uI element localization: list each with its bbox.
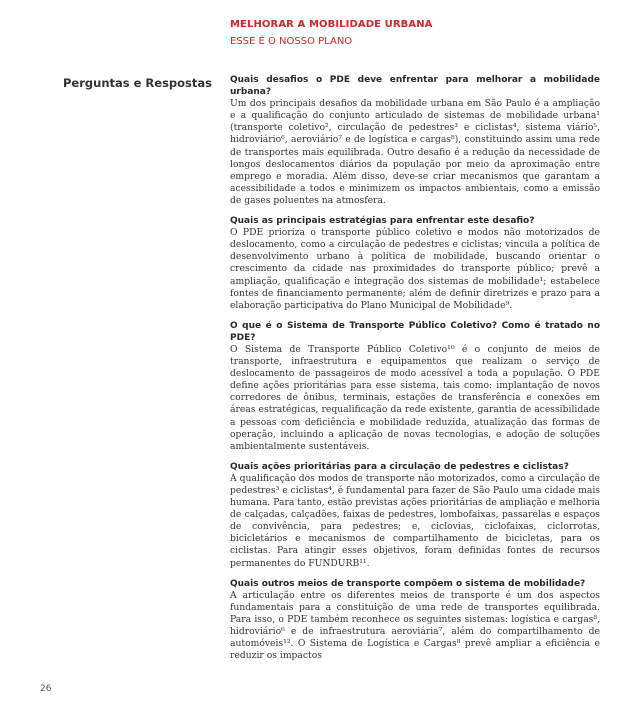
question: Quais desafios o PDE deve enfrentar para melhorar a mobilidade urbana? [230, 75, 600, 98]
answer: O PDE prioriza o transporte público coletivo e modos não motorizados de deslocamento, como a circulação de pedestres e ciclistas; vincula a política de desenvolvimento urbano à política de mobilidade, buscando orientar o crescimento da cidade nas proximidades do transporte público; prevê a ampliação, qualificação e integração dos sistemas de mobilidade¹; estabelece fontes de financiamento permanente; além de definir diretrizes e prazo para a elaboração participativa do Plano Municipal de Mobilidade⁹. [230, 227, 600, 311]
answer: A qualificação dos modos de transporte não motorizados, como a circulação de pedestres³ e ciclistas⁴, é fundamental para fazer de São Paulo uma cidade mais humana. Para tanto, estão previstas ações prioritárias de ampliação e melhoria de calçadas, calçadões, faixas de pedestres, lombofaixas, passarelas e espaços de convivência, para pedestres; e, ciclovias, ciclofaixas, ciclorrotas, bicicletários e mecanismos de compartilhamento de bicicletas, para os ciclistas. Para atingir esses objetivos, foram definidas fontes de recursos permanentes do FUNDURB¹¹. [230, 472, 601, 569]
question: Quais outros meios de transporte compõem o sistema de mobilidade? [230, 578, 586, 589]
qa-item [230, 215, 600, 312]
page-number: 26 [40, 684, 52, 694]
qa-item [230, 578, 600, 663]
section-title: MELHORAR A MOBILIDADE URBANA [230, 19, 433, 30]
section-subtitle: ESSE É O NOSSO PLANO [230, 36, 353, 47]
question: Quais ações prioritárias para a circulação de pedestres e ciclistas? [230, 461, 569, 472]
qa-item [230, 74, 600, 207]
qa-item [230, 461, 600, 570]
qa-item [230, 320, 600, 453]
answer: Um dos principais desafios da mobilidade urbana em São Paulo é a ampliação e a qualificação do conjunto articulado de sistemas de mobilidade urbana¹ (transporte coletivo², circulação de pedestres³ e ciclistas⁴, sistema viário⁵, hidroviário⁶, aeroviário⁷ e de logística e cargas⁸), constituindo assim uma rede de transportes mais equilibrada. Outro desafio é a redução da necessidade de longos deslocamentos diários da população por meio da aproximação entre emprego e moradia. Além disso, deve-se criar mecanismos que garantam a acessibilidade a todos e minimizem os impactos ambientais, como a emissão de gases poluentes na atmosfera. [230, 98, 600, 206]
question: Quais as principais estratégias para enfrentar este desafio? [230, 216, 535, 227]
question: O que é o Sistema de Transporte Público Coletivo? Como é tratado no PDE? [230, 320, 600, 343]
sidebar-heading: Perguntas e Respostas [63, 76, 212, 90]
qa-column [230, 74, 600, 670]
answer: O Sistema de Transporte Público Coletivo¹⁰ é o conjunto de meios de transporte, infraestrutura e equipamentos que realizam o serviço de deslocamento de passageiros de modo acessível a toda a população. O PDE define ações prioritárias para esse sistema, tais como: implantação de novos corredores de ônibus, terminais, estações de transferência e conexões em áreas estratégicas, requalificação da rede existente, garantia de acessibilidade a pessoas com deficiência e mobilidade reduzida, atualização das formas de operação, incluindo a aplicação de novas tecnologias, e adoção de soluções ambientalmente sustentáveis. [230, 343, 600, 452]
answer: A articulação entre os diferentes meios de transporte é um dos aspectos fundamentais para a constituição de uma rede de transportes equilibrada. Para isso, o PDE também reconhece os seguintes sistemas: logística e cargas⁸, hidroviário⁶ e de infraestrutura aeroviária⁷, além do compartilhamento de automóveis¹². O Sistema de Logística e Cargas⁸ prevê ampliar a eficiência e reduzir os impactos [230, 589, 600, 662]
page-header [230, 18, 433, 48]
